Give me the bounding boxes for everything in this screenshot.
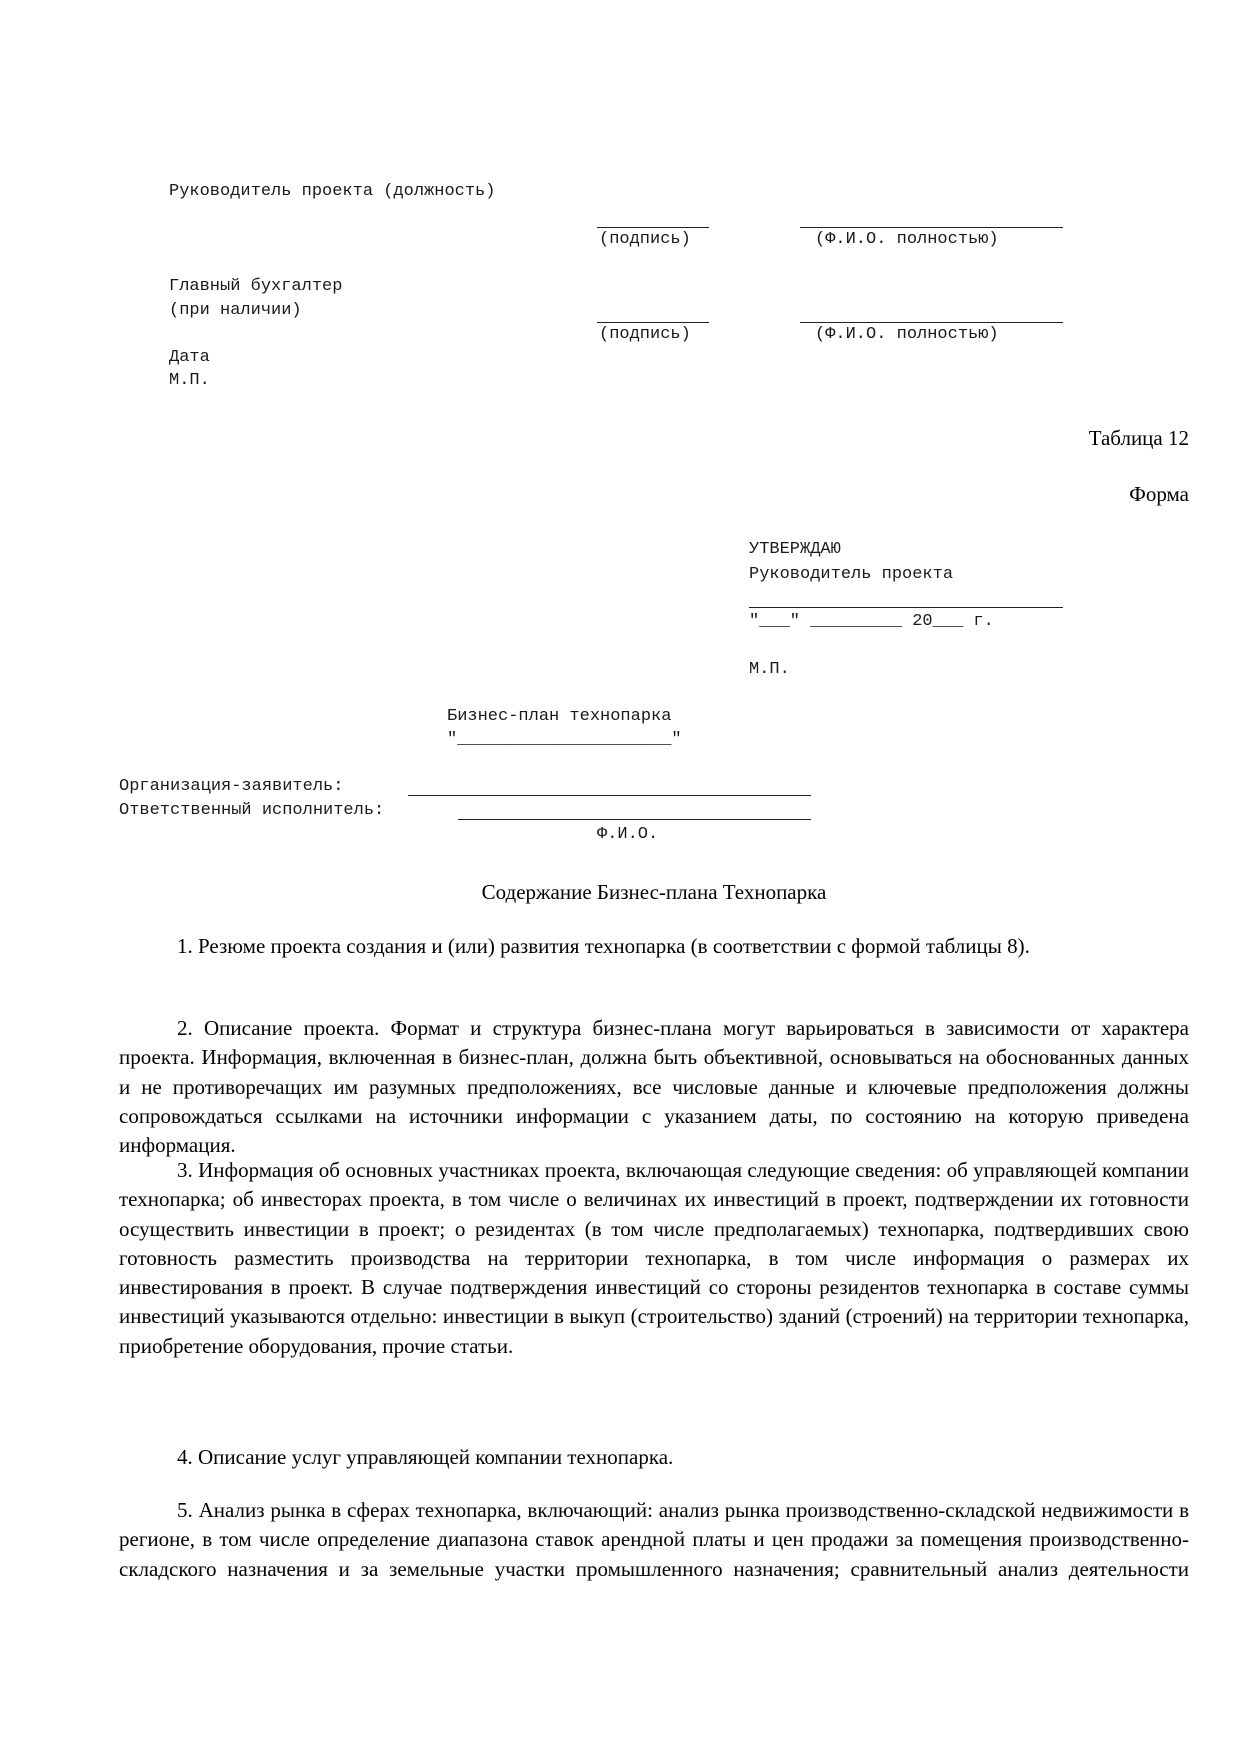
contents-item-2: 2. Описание проекта. Формат и структура бизнес-плана могут варьироваться в зависимости от характера проекта. Информация, включенная в бизнес-план, должна быть объективной, основываться на обоснованных данных и не противоречащих им разумных предположениях, все числовые данные и ключевые предположения должны сопровождаться ссылками на источники информации с указанием даты, по состоянию на которую приведена информация. <box>119 1016 1189 1158</box>
executor-fio-caption: Ф.И.О. <box>597 825 659 844</box>
fio-caption: (Ф.И.О. полностью) <box>815 325 999 344</box>
approval-stamp: М.П. <box>749 660 790 679</box>
contents-item-5: 5. Анализ рынка в сферах технопарка, включающий: анализ рынка производственно-складской недвижимости в регионе, в том числе определение диапазона ставок арендной платы и цен продажи за помещения производственно-складского назначения и за земельные участки промышленного назначения; сравнительный анализ деятельности <box>119 1498 1189 1581</box>
applicant-org-label: Организация-заявитель: <box>119 777 344 796</box>
applicant-org-line <box>408 795 811 796</box>
executor-label: Ответственный исполнитель: <box>119 801 385 820</box>
contents-item-4: 4. Описание услуг управляющей компании технопарка. <box>177 1445 674 1469</box>
fio-caption: (Ф.И.О. полностью) <box>815 230 999 249</box>
plan-name-blank: "_____________________" <box>447 730 682 749</box>
date-label: Дата <box>169 348 210 367</box>
approval-role: Руководитель проекта <box>749 565 954 584</box>
executor-line <box>458 819 811 820</box>
contents-heading: Содержание Бизнес-плана Технопарка <box>481 880 827 904</box>
approval-date: "___" _________ 20___ г. <box>749 612 994 631</box>
signature-caption: (подпись) <box>599 325 691 344</box>
table-number: Таблица 12 <box>1088 426 1189 450</box>
approval-title: УТВЕРЖДАЮ <box>749 540 841 559</box>
head-position-label: Руководитель проекта (должность) <box>169 182 496 201</box>
contents-item-3: 3. Информация об основных участниках проекта, включающая следующие сведения: об управляющей компании технопарка; об инвесторах проекта, в том числе о величинах их инвестиций в проект, подтверждении их готовности осуществить инвестиции в проект; о резидентах (в том числе предполагаемых) технопарка, подтвердивших свою готовность разместить производства на территории технопарка, в том числе информация о размерах их инвестирования в проект. В случае подтверждения инвестиций со стороны резидентов технопарка в составе суммы инвестиций указываются отдельно: инвестиции в выкуп (строительство) зданий (строений) на территории технопарка, приобретение оборудования, прочие статьи. <box>119 1158 1189 1358</box>
plan-title: Бизнес-план технопарка <box>447 707 672 726</box>
chief-accountant-label: Главный бухгалтер <box>169 277 343 296</box>
form-label: Форма <box>1129 482 1189 506</box>
stamp-label: М.П. <box>169 371 210 390</box>
chief-accountant-note: (при наличии) <box>169 301 302 320</box>
contents-item-1: 1. Резюме проекта создания и (или) развития технопарка (в соответствии с формой таблицы 8). <box>177 934 1030 958</box>
signature-caption: (подпись) <box>599 230 691 249</box>
approval-signature-line <box>749 607 1063 608</box>
